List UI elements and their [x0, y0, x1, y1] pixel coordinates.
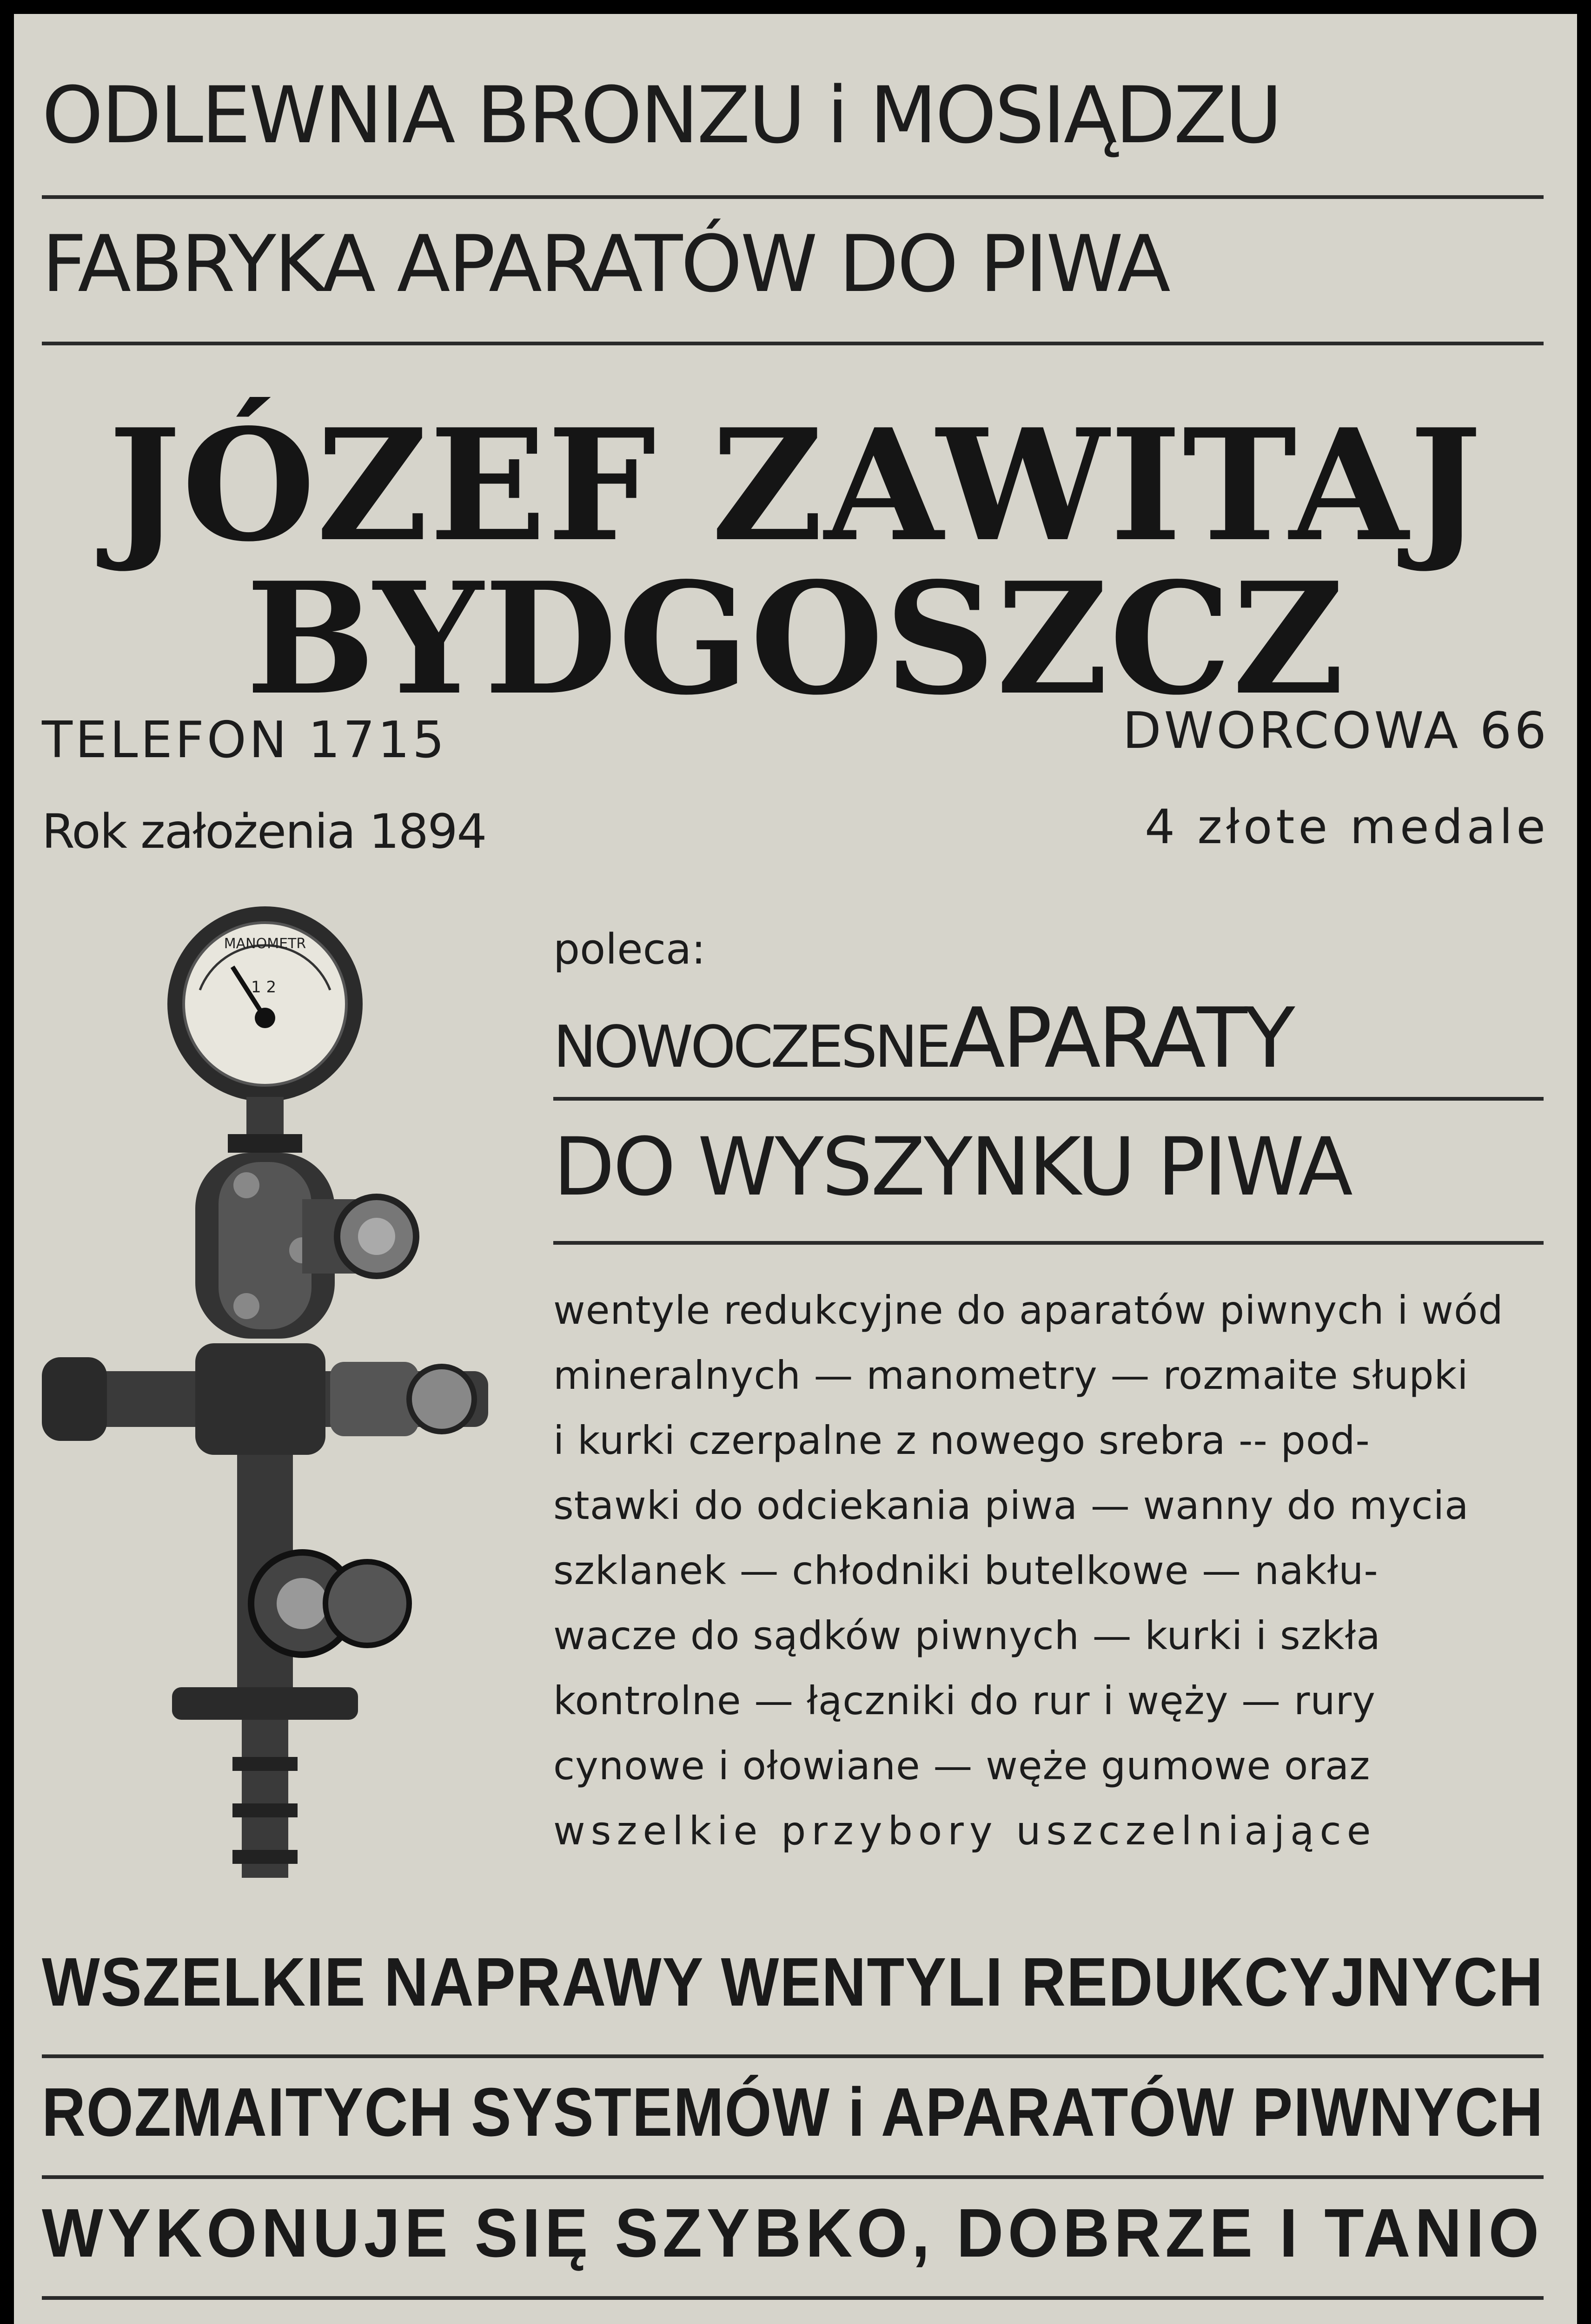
offer-headline-big: APARATY: [948, 990, 1293, 1086]
repairs-line-3: WYKONUJE SIĘ SZYBKO, DOBRZE I TANIO: [42, 2195, 1544, 2271]
medals: 4 złote medale: [1145, 799, 1549, 855]
address: DWORCOWA 66: [1122, 702, 1549, 760]
offer-body-line: i kurki czerpalne z nowego srebra -- pod-: [553, 1418, 1370, 1463]
offer-body-line: wszelkie przybory uszczelniające: [553, 1808, 1377, 1854]
repairs-rule-1: [42, 2054, 1544, 2058]
phone-number: TELEFON 1715: [42, 711, 447, 769]
offer-headline-small: NOWOCZESNE: [553, 1014, 949, 1081]
svg-text:1 2: 1 2: [251, 978, 277, 997]
offer-body-line: szklanek — chłodniki butelkowe — nakłu-: [553, 1548, 1379, 1593]
offer-headline: [553, 990, 1293, 1086]
company-name: JÓZEF ZAWITAJ: [108, 395, 1483, 575]
offer-rule-1: [553, 1097, 1544, 1101]
header-line-2: FABRYKA APARATÓW DO PIWA: [42, 218, 1169, 310]
repairs-line-1: WSZELKIE NAPRAWY WENTYLI REDUKCYJNYCH: [42, 1944, 1544, 2020]
offer-body-line: wentyle redukcyjne do aparatów piwnych i wód: [553, 1287, 1504, 1333]
offer-body-line: kontrolne — łączniki do rur i węży — rury: [553, 1678, 1376, 1723]
offer-body-line: stawki do odciekania piwa — wanny do mycia: [553, 1483, 1469, 1528]
advertisement: [14, 14, 1577, 2324]
header-rule-1: [42, 195, 1544, 199]
header-rule-2: [42, 342, 1544, 345]
header-line-1: ODLEWNIA BRONZU i MOSIĄDZU: [42, 70, 1281, 161]
offer-body-line: cynowe i ołowiane — węże gumowe oraz: [553, 1743, 1371, 1789]
offer-body-line: wacze do sądków piwnych — kurki i szkła: [553, 1613, 1381, 1658]
offer-headline-2: DO WYSZYNKU PIWA: [553, 1120, 1351, 1214]
offer-intro: poleca:: [553, 925, 706, 974]
pressure-regulator-valve-icon: [42, 897, 507, 1920]
repairs-rule-2: [42, 2175, 1544, 2179]
repairs-rule-3: [42, 2296, 1544, 2300]
offer-body-line: mineralnych — manometry — rozmaite słupki: [553, 1353, 1469, 1398]
company-city: BYDGOSZCZ: [245, 548, 1346, 729]
founded-year: Rok założenia 1894: [42, 804, 486, 859]
offer-rule-2: [553, 1241, 1544, 1245]
gauge-label: MANOMETR: [224, 936, 306, 952]
repairs-line-2: ROZMAITYCH SYSTEMÓW i APARATÓW PIWNYCH: [42, 2074, 1544, 2151]
